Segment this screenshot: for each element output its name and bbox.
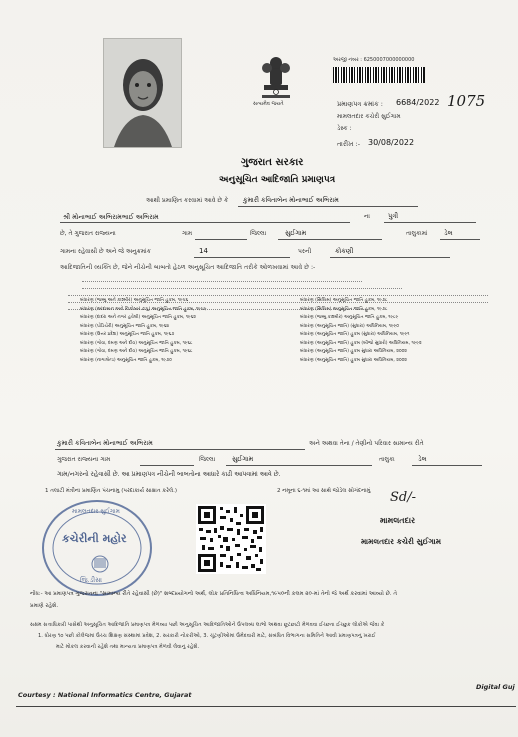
official-seal <box>42 500 152 596</box>
note-line-2: સક્ષમ સત્તાધિકારી પાસેથી અનુસૂચિત આદિજાતિ પ્રમાણપત્ર મેળવ્યા પછી અનુસૂચિત આદિજાતિઓને ઉપલબ્ધ લાભો અથવા છૂટછાટો મેળવવા ઈચ્છતા ઈચ્છુક લોકોએ જેવા કે <box>30 622 385 628</box>
residence-district-label: જિલ્લા <box>199 456 216 463</box>
residence-taluka-value: ડેલ <box>418 455 427 463</box>
note-line-4: માટે મોકલ કરવાની રહેશે તથા માન્યતા પ્રમાણપત્ર મેળવી લેવાનું રહેશે. <box>56 644 200 650</box>
order-right-item: બંધારણ (સિક્કિમ) અનુસૂચિત જાતિ હુકમ, ૧૯૭૮ <box>300 298 388 303</box>
line4-prefix: ગામના રહેવાસી છે અને જે અનુક્રમાંક <box>60 248 151 255</box>
order-right-item: બંધારણ (સિક્કિમ) અનુસૂચિત જાતિ હુકમ, ૧૯૭૮ <box>300 306 388 312</box>
order-right-item: બંધારણ (અનુસૂચિત જાતિ) હુકમ (સુધારા) અધિનિયમ, ૧૯૯૧ <box>300 332 410 337</box>
order-right-item: બંધારણ (અનુસૂચિત જાતિ) હુકમ સુધારા અધિનિયમ, ૨૦૦૨ <box>300 357 407 363</box>
family-underline <box>55 449 305 450</box>
serial-number: 14 <box>199 247 208 255</box>
office-sub: ડેસ્ક : <box>337 125 352 132</box>
order-right-item: બંધારણ (અનુસૂચિત જાતિ) (સુધારા) અધિનિયમ, ૧૯૯૦ <box>300 323 399 329</box>
district-label: જિલ્લા <box>250 230 267 237</box>
footer-divider <box>16 706 516 707</box>
certificate-title: અનુસૂચિત આદિજાતિ પ્રમાણપત્ર <box>219 175 336 185</box>
order-left-item: બંધારણ (દાદરા અને નગર હવેલી) અનુસૂચિત જાતિ હુકમ, ૧૯૬૨ <box>80 315 196 320</box>
basis-item-1: 1 તલાટી મંત્રીના પ્રમાણિત પંચનામુ (પરદાકાર્ય સાક્ષાત કરેલે.) <box>45 488 178 494</box>
emblem-caption: સત્યમેવ જયતે <box>253 101 284 107</box>
applicant-photo <box>103 38 182 148</box>
orders-left-list <box>80 297 206 365</box>
qr-code <box>196 504 266 574</box>
line4-mid: પરની <box>298 248 312 255</box>
line1-prefix: આથી પ્રમાણિત કરવામાં આવે છે કે <box>146 197 229 204</box>
date-label: તારીખ :- <box>337 140 361 148</box>
signature-handwriting: Sd/- <box>390 490 416 505</box>
line5-text: આદિજાતિની વ્યક્તિ છે, જેને નીચેની બાબતો હેઠળ અનુસૂચિત આદિજાતિ તરીકે ઓળખવામાં આવે છે :- <box>60 264 316 271</box>
caste-value: કોકણી <box>335 247 354 255</box>
government-title: ગુજરાત સરકાર <box>241 157 304 168</box>
application-number: અરજી નંબર : 6250007000000000 <box>333 57 415 63</box>
order-left-item: બંધારણ (આંદામાન અને નિકોબાર ટાપુ) અનુસૂચિત જાતિ હુકમ, ૧૯૫૯ <box>80 306 207 312</box>
order-left-item: બંધારણ (ગોવા, દમણ અને દીવ) અનુસૂચિત જાતિ હુકમ, ૧૯૬૮ <box>80 349 193 354</box>
signatory-designation: મામલતદાર <box>380 516 416 525</box>
order-left-item: બંધારણ (ઉત્તર પ્રદેશ) અનુસૂચિત જાતિ હુકમ, ૧૯૬૭ <box>80 332 175 337</box>
father-name: શ્રી મોનાભાઈ અભિરામભાઈ અભિરામ <box>63 213 159 221</box>
basis-item-2: 2 નમૂના ૬-૧માં આ સાથે જોડેલ સોગંદનામું <box>277 488 371 494</box>
signatory-office: મામલતદાર કચેરી સુઈગામ <box>361 537 441 546</box>
barcode <box>333 67 425 83</box>
residence-prefix: ગુજરાત રાજ્યના ગામ <box>57 456 111 463</box>
footer-courtesy: Courtesy : National Informatics Centre, Gujarat <box>18 691 192 699</box>
relation-label: ના <box>364 213 370 220</box>
residence-line2: ગામ/નગરનો રહેવાસી છે. આ પ્રમાણપત્ર નીચેની બાબતોના આધારે કાઢી આપવામાં આવે છે. <box>57 471 281 478</box>
caste-underline <box>330 257 450 258</box>
line3-prefix: છે, તે ગુજરાત રાજ્યના <box>60 230 116 237</box>
taluka-underline <box>440 239 480 240</box>
order-left-item: બંધારણ (જમ્મુ અને કાશ્મીર) અનુસૂચિત જાતિ હુકમ, ૧૯૫૬ <box>80 298 189 303</box>
seal-top-text: મામલતદાર સુઈગામ <box>72 508 120 515</box>
residence-taluka-underline <box>412 465 482 466</box>
relation-underline <box>384 222 476 223</box>
relation-value: પુત્રી <box>388 212 399 220</box>
residence-taluka-label: તાલુકા <box>379 456 395 463</box>
name-underline <box>238 206 418 207</box>
order-right-item: બંધારણ (અનુસૂચિત જાતિ) હુકમ સુધારા અધિનિયમ, ૨૦૦૨ <box>300 349 407 354</box>
beneficiary-name: કુમારી કવિતાબેન મોનાભાઈ અભિરામ <box>243 196 339 204</box>
order-right-item: બંધારણ (અનુસૂચિત જાતિ) હુકમ (બીજો સુધારો) અધિનિયમ, ૧૯૯૨ <box>300 340 422 346</box>
orders-right-list <box>300 297 422 365</box>
taluka-label: તાલુકામાં <box>406 230 428 237</box>
father-underline <box>60 222 350 223</box>
residence-district-value: સુઈગામ <box>232 455 254 463</box>
note-line-1: નોંધ:- આ પ્રમાણપત્ર ગુજરાતના "સામાન્ય રીતે રહેવાસી (છે)" શબ્દપ્રયોગનો અર્થ, લોક પ્રતિનિધિત્વ અધિનિયમ,૧૯૫૦ની કલમ ૨૦-માં તેનો જે અર્થ કરવામાં આવ્યો છે. તે <box>30 591 397 597</box>
residence-village-underline <box>140 465 194 466</box>
seal-center-text: કચેરીની મહોર <box>62 532 127 545</box>
order-left-item: બંધારણ (પોંડિચેરી) અનુસૂચિત જાતિ હુકમ, ૧૯૬૪ <box>80 323 170 329</box>
handwritten-number: 1075 <box>447 92 486 110</box>
village-label: ગામ <box>182 230 193 237</box>
note-line-3: 1. ધોરણ ૧૦ પછી કોલેજમાં ઉચ્ચ શિક્ષણ સંસ્થામાં પ્રવેશ, 2. સરકારી નોકરીઓ, 3. ચૂંટણીઓમાં ઉમેદવારી માટે, સંબંધિત વિભાગના સમિતિને આવી પ્રમાણપત્રનું ખરાઈ <box>38 633 376 639</box>
residence-district-underline <box>226 465 372 466</box>
order-left-item: બંધારણ (નાગાલેન્ડ) અનુસૂચિત જાતિ હુકમ, ૧૯૭૦ <box>80 357 172 363</box>
family-name: કુમારી કવિતાબેન મોનાભાઈ અભિરામ <box>57 439 153 447</box>
note-line-1b: પ્રમાણે રહેશે. <box>30 603 59 609</box>
district-value: સુઈગામ <box>285 229 307 237</box>
footer-right: Digital Guj <box>476 683 515 691</box>
certificate-no-value: 6684/2022 <box>396 98 440 107</box>
serial-underline <box>194 257 290 258</box>
certificate-no-label: પ્રમાણપત્ર ક્રમાંક : <box>337 100 383 108</box>
family-line-suffix: અને અથવા તેના / તેણીનો પરિવાર સામાન્ય રીતે <box>309 440 424 447</box>
seal-bottom-text: જિ.ડીસા <box>80 576 102 584</box>
district-underline <box>278 239 382 240</box>
order-left-item: બંધારણ (ગોવા, દમણ અને દીવ) અનુસૂચિત જાતિ હુકમ, ૧૯૬૮ <box>80 340 193 346</box>
taluka-value: ડેલ <box>444 229 453 237</box>
issuing-office: મામલતદાર કચેરી સુઈગામ <box>337 113 401 120</box>
date-value: 30/08/2022 <box>368 138 415 147</box>
order-right-item: બંધારણ (જમ્મુ કાશ્મીર) અનુસૂચિત જાતિ હુકમ, ૧૯૮૯ <box>300 315 399 320</box>
village-underline <box>195 239 247 240</box>
